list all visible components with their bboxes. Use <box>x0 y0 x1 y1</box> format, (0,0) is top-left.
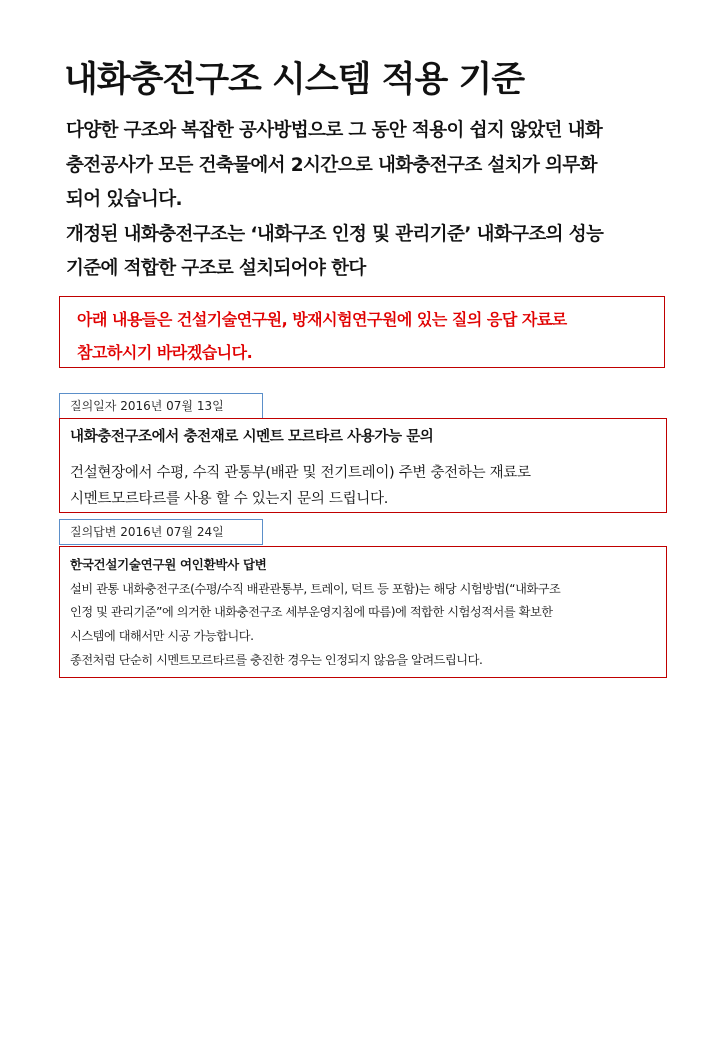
notice-box <box>59 296 665 368</box>
intro-line: 충전공사가 모든 건축물에서 2시간으로 내화충전구조 설치가 의무화 <box>66 154 597 176</box>
question-line: 건설현장에서 수평, 수직 관통부(배관 및 전기트레이) 주변 충전하는 재료로 <box>70 465 531 481</box>
question-date: 2016년 07월 13일 <box>120 399 224 413</box>
intro-line: 되어 있습니다. <box>66 189 182 210</box>
question-line: 시멘트모르타르를 사용 할 수 있는지 문의 드립니다. <box>70 491 389 507</box>
answer-date-label <box>59 519 263 545</box>
answer-label: 질의답변 <box>70 525 117 539</box>
intro-line: 다양한 구조와 복잡한 공사방법으로 그 동안 적용이 쉽지 않았던 내화 <box>66 120 603 141</box>
intro-line: 기준에 적합한 구조로 설치되어야 한다 <box>66 258 366 279</box>
answer-line: 종전처럼 단순히 시멘트모르타르를 충진한 경우는 인정되지 않음을 알려드립니다. <box>70 653 483 667</box>
question-label: 질의일자 <box>70 399 117 413</box>
answer-line: 시스템에 대해서만 시공 가능합니다. <box>70 629 254 643</box>
intro-line: 개정된 내화충전구조는 ‘내화구조 인정 및 관리기준’ 내화구조의 성능 <box>66 223 604 245</box>
answer-line: 인정 및 관리기준”에 의거한 내화충전구조 세부운영지침에 따름)에 적합한 시험성적서를 확보한 <box>70 605 553 619</box>
question-box <box>59 418 667 513</box>
answer-date: 2016년 07월 24일 <box>120 525 224 539</box>
notice-line: 참고하시기 바라겠습니다. <box>77 343 253 362</box>
question-title: 내화충전구조에서 충전재로 시멘트 모르타르 사용가능 문의 <box>70 429 434 445</box>
notice-line: 아래 내용들은 건설기술연구원, 방재시험연구원에 있는 질의 응답 자료로 <box>77 310 567 329</box>
question-date-label <box>59 393 263 419</box>
intro-paragraph <box>66 114 666 287</box>
page-title: 내화충전구조 시스템 적용 기준 <box>64 60 525 100</box>
answer-line: 설비 관통 내화충전구조(수평/수직 배관관통부, 트레이, 덕트 등 포함)는 해당 시험방법(“내화구조 <box>70 582 561 596</box>
answer-box <box>59 546 667 678</box>
answer-title: 한국건설기술연구원 여인환박사 답변 <box>70 557 267 572</box>
